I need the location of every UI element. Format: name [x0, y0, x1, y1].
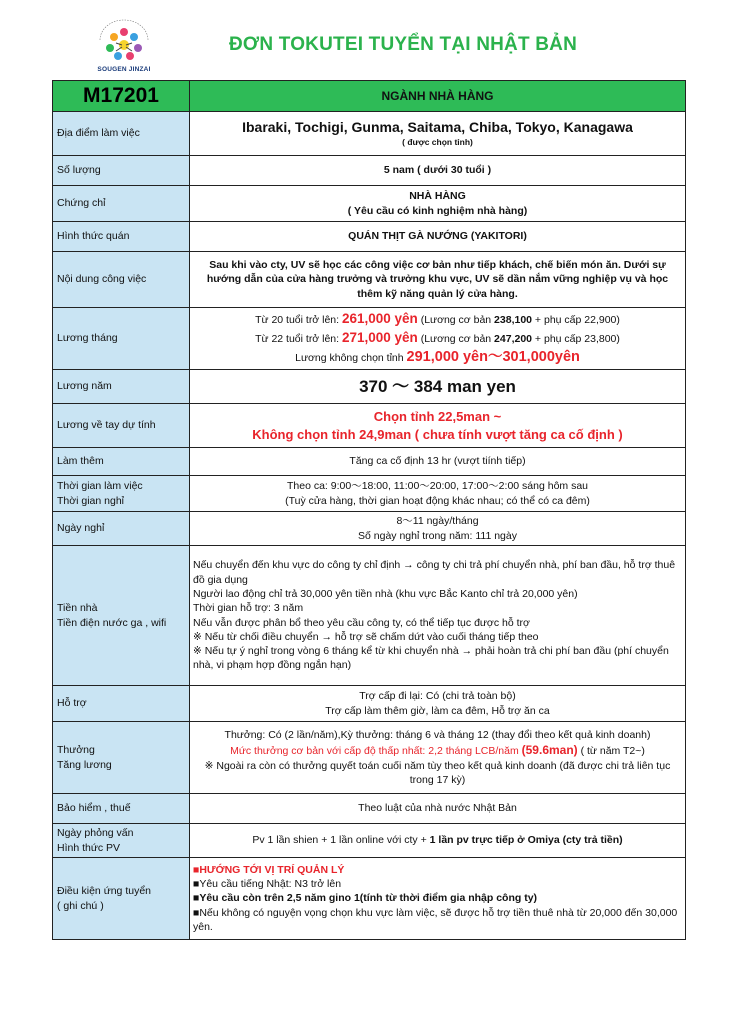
- table-header-row: [53, 81, 686, 112]
- row-overtime: [53, 448, 686, 476]
- label-days-off: Ngày nghỉ: [53, 512, 190, 546]
- working-time-line-1: Theo ca: 9:00～18:00, 11:00～20:00, 17:00～2:00 sáng hôm sau: [286, 480, 588, 493]
- label-utilities: Tiền điện nước ga , wifi: [57, 616, 167, 629]
- support-line-1: Trợ cấp đi lại: Có (chi trả toàn bộ): [359, 690, 516, 703]
- bonus-line-1: Thưởng: Có (2 lần/năm),Kỳ thưởng: tháng 6 và tháng 12 (thay đổi theo kết quả kinh doanh): [224, 728, 651, 741]
- row-housing: [53, 546, 686, 686]
- label-shop-type: Hình thức quán: [53, 222, 190, 252]
- salary-2-mid: (Lương cơ bản: [417, 332, 495, 345]
- label-annual-salary: Lương năm: [53, 370, 190, 404]
- support-line-2: Trợ cấp làm thêm giờ, làm ca đêm, Hỗ trợ ăn ca: [325, 704, 550, 717]
- row-days-off: [53, 512, 686, 546]
- certificate-note: ( Yêu cầu có kinh nghiệm nhà hàng): [347, 204, 528, 217]
- housing-line: Thời gian hỗ trợ: 3 năm: [193, 602, 304, 615]
- condition-housing: ■Nếu không có nguyện vọng chọn khu vực làm việc, sẽ được hỗ trợ tiền thuê nhà từ 20,000 đến 30,000 yên.: [193, 906, 678, 933]
- label-location: Địa điểm làm việc: [53, 112, 190, 156]
- label-quantity: Số lượng: [53, 156, 190, 186]
- label-interview-type: Hình thức PV: [57, 841, 121, 854]
- shop-type-value: QUÁN THỊT GÀ NƯỚNG (YAKITORI): [190, 222, 686, 252]
- label-overtime: Làm thêm: [53, 448, 190, 476]
- take-home-line-2: Không chọn tỉnh 24,9man ( chưa tính vượt tăng ca cố định ): [252, 426, 623, 442]
- bonus-base-rate: Mức thưởng cơ bản với cấp độ thấp nhất: 2,2 tháng LCB/năm: [230, 744, 522, 757]
- bonus-from-year: ( từ năm T2~): [577, 744, 645, 757]
- label-take-home: Lương về tay dự tính: [53, 404, 190, 448]
- row-conditions: [53, 858, 686, 940]
- condition-japanese: ■Yêu cầu tiếng Nhật: N3 trở lên: [193, 878, 342, 891]
- salary-1-amount: 261,000 yên: [341, 310, 418, 326]
- logo-text: SOUGEN JINZAI: [97, 66, 151, 73]
- salary-1-suffix: + phụ cấp 22,900): [532, 313, 620, 326]
- salary-1-base: 238,100: [494, 313, 533, 326]
- company-logo: [86, 18, 162, 76]
- working-time-line-2: (Tuỳ cửa hàng, thời gian hoạt động khác nhau; có thể có ca đêm): [285, 494, 590, 507]
- salary-3-amount: 291,000 yên～301,000yên: [406, 349, 580, 366]
- location-value: Ibaraki, Tochigi, Gunma, Saitama, Chiba, Tokyo, Kanagawa: [242, 118, 633, 135]
- label-conditions: Điều kiện ứng tuyển: [57, 885, 152, 898]
- row-annual-salary: [53, 370, 686, 404]
- row-support: [53, 686, 686, 722]
- certificate-value: NHÀ HÀNG: [409, 190, 466, 203]
- label-insurance: Bảo hiểm , thuế: [53, 794, 190, 824]
- label-notes: ( ghi chú ): [57, 899, 104, 912]
- job-sector: NGÀNH NHÀ HÀNG: [190, 81, 686, 112]
- label-monthly-salary: Lương tháng: [53, 308, 190, 370]
- interview-plain: Pv 1 lần shien + 1 lần online với cty +: [252, 834, 430, 847]
- housing-line: Nếu vẫn được phân bổ theo yêu cầu công ty, có thể tiếp tục được hỗ trợ: [193, 616, 530, 629]
- job-code: M17201: [53, 81, 190, 112]
- salary-line-2: [190, 329, 685, 348]
- salary-2-amount: 271,000 yên: [341, 329, 418, 345]
- salary-2-prefix: Từ 22 tuổi trở lên:: [255, 332, 342, 345]
- housing-line: Nếu chuyển đến khu vực do công ty chỉ định → công ty chi trả phí chuyển nhà, phí ban đầu, hỗ trợ thuê đồ gia dụng: [193, 559, 676, 586]
- quantity-value: 5 nam ( dưới 30 tuổi ): [190, 156, 686, 186]
- label-housing: Tiền nhà: [57, 602, 98, 615]
- annual-salary-value: 370 ～ 384 man yen: [190, 370, 686, 404]
- row-take-home: [53, 404, 686, 448]
- take-home-line-1: Chọn tỉnh 22,5man ~: [373, 408, 502, 424]
- bonus-line-2: [194, 742, 681, 759]
- label-job-content: Nội dung công việc: [53, 252, 190, 308]
- location-note: ( được chọn tỉnh): [402, 137, 473, 148]
- row-job-content: [53, 252, 686, 308]
- label-break-time: Thời gian nghỉ: [57, 494, 125, 507]
- row-bonus: [53, 722, 686, 794]
- days-off-line-1: 8～11 ngày/tháng: [396, 515, 479, 528]
- salary-line-3: [190, 347, 685, 367]
- row-monthly-salary: [53, 308, 686, 370]
- condition-visa: ■Yêu cầu còn trên 2,5 năm gino 1(tính từ thời điểm gia nhập công ty): [193, 892, 538, 905]
- salary-2-base: 247,200: [494, 332, 533, 345]
- label-working-time: Thời gian làm việc: [57, 480, 143, 493]
- salary-line-1: [190, 310, 685, 329]
- salary-1-mid: (Lương cơ bản: [417, 313, 495, 326]
- document-title: ĐƠN TOKUTEI TUYỂN TẠI NHẬT BẢN: [229, 34, 578, 55]
- page-header: [0, 0, 736, 80]
- row-interview: [53, 824, 686, 858]
- bonus-amount: (59.6man): [521, 742, 578, 757]
- label-interview-date: Ngày phỏng vấn: [57, 827, 134, 840]
- row-location: [53, 112, 686, 156]
- housing-line: ※ Nếu từ chối điều chuyển → hỗ trợ sẽ chấm dứt vào cuối tháng tiếp theo: [193, 630, 539, 643]
- label-support: Hỗ trợ: [53, 686, 190, 722]
- bonus-line-3: ※ Ngoài ra còn có thưởng quyết toán cuối năm tùy theo kết quả kinh doanh (đã được chi trả liên tục trong 17 kỳ): [204, 759, 671, 787]
- label-certificate: Chứng chỉ: [53, 186, 190, 222]
- days-off-line-2: Số ngày nghỉ trong năm: 111 ngày: [358, 529, 517, 542]
- salary-1-prefix: Từ 20 tuổi trở lên:: [255, 313, 342, 326]
- row-insurance: [53, 794, 686, 824]
- salary-3-prefix: Lương không chọn tỉnh: [295, 352, 407, 365]
- row-shop-type: [53, 222, 686, 252]
- condition-management: ■HƯỚNG TỚI VỊ TRÍ QUẢN LÝ: [193, 863, 345, 876]
- people-circle-logo-icon: [86, 18, 162, 66]
- label-raise: Tăng lương: [57, 758, 112, 771]
- row-working-time: [53, 476, 686, 512]
- job-table: [52, 80, 686, 940]
- insurance-value: Theo luật của nhà nước Nhật Bản: [190, 794, 686, 824]
- job-content-value: Sau khi vào cty, UV sẽ học các công việc cơ bản như tiếp khách, chế biến món ăn. Dưới sự hướng dẫn của cửa hàng trưởng và trưởng khu vực, UV sẽ dần nắm vững nghiệp vụ và học thêm kỹ năng quản lý cửa hàng.: [190, 252, 686, 308]
- overtime-value: Tăng ca cố định 13 hr (vượt tiính tiếp): [190, 448, 686, 476]
- interview-bold: 1 lần pv trực tiếp ở Omiya (cty trả tiền): [429, 834, 623, 847]
- row-quantity: [53, 156, 686, 186]
- salary-2-suffix: + phụ cấp 23,800): [532, 332, 620, 345]
- housing-line: ※ Nếu tự ý nghỉ trong vòng 6 tháng kể từ khi chuyển nhà → phải hoàn trả chi phí ban đầu (phí chuyển nhà, vi phạm hợp đồng ngắn hạn): [193, 645, 669, 672]
- housing-line: Người lao động chỉ trả 30,000 yên tiền nhà (khu vực Bắc Kanto chỉ trả 20,000 yên): [193, 587, 578, 600]
- label-bonus: Thưởng: [57, 744, 95, 757]
- row-certificate: [53, 186, 686, 222]
